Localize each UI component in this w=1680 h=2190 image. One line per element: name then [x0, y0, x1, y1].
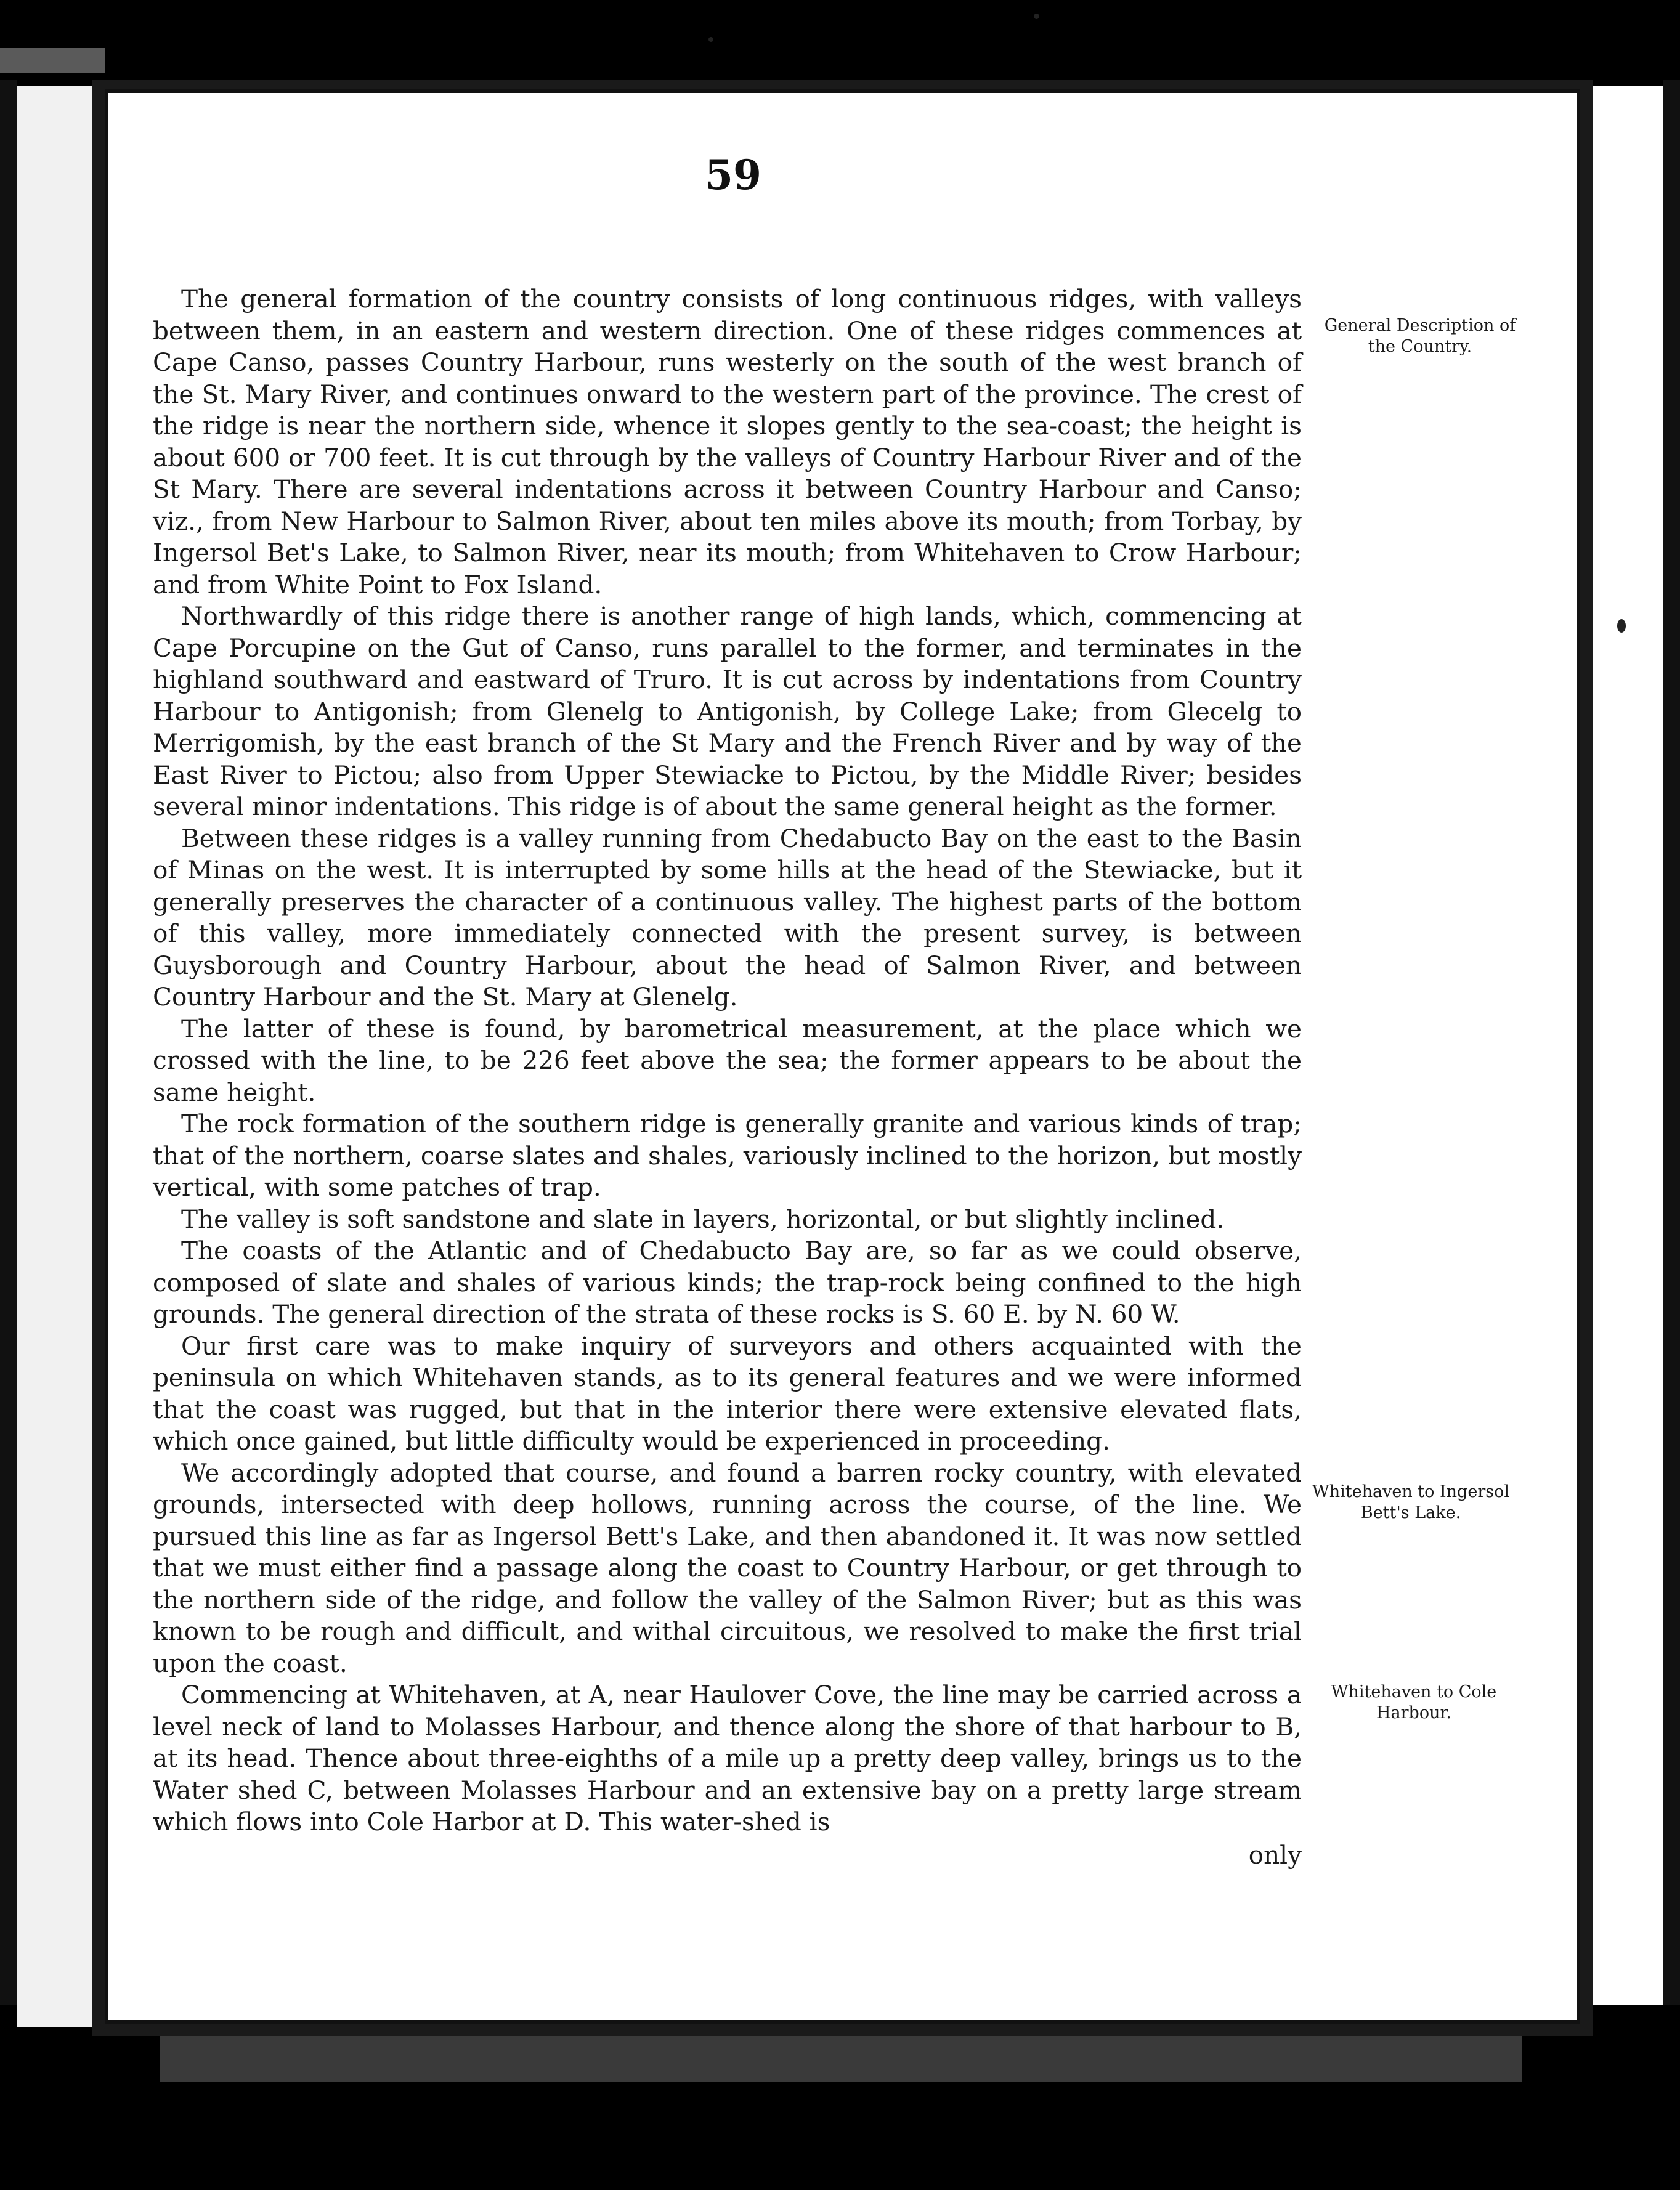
paragraph: Northwardly of this ridge there is another range of high lands, which, commencing at Cape Porcupine on the Gut of Canso, runs parallel to the former, and terminates in the highland southward and eastward of Truro. It is cut across by indentations from Country Harbour to Antigonish; from Glenelg to Antigonish, by College Lake; from Glecelg to Merrigomish, by the east branch of the St Mary and the French River and by way of the East River to Pictou; also from Upper Stewiacke to Pictou, by the Middle River; besides several minor indentations. This ridge is of about the same general height as the former. — [153, 601, 1302, 821]
paragraph: The rock formation of the southern ridge is generally granite and various kinds of trap; that of the northern, coarse slates and shales, variously inclined to the horizon, but mostly vertical, with some patches of trap. — [153, 1109, 1302, 1202]
paragraph: The coasts of the Atlantic and of Chedabucto Bay are, so far as we could observe, composed of slate and shales of various kinds; the trap-rock being confined to the high grounds. The general direction of the strata of these rocks is S. 60 E. by N. 60 W. — [153, 1236, 1302, 1329]
margin-note-general-description: General Description of the Country. — [1324, 316, 1516, 356]
margin-note-whitehaven-ingersol: Whitehaven to Ingersol Bett's Lake. — [1312, 1482, 1509, 1522]
scan-speck — [1034, 14, 1039, 19]
scan-border-right — [1663, 80, 1680, 2014]
scan-border-left — [0, 80, 17, 2014]
paragraph: We accordingly adopted that course, and found a barren rocky country, with elevated grounds, intersected with deep hollows, running across the course, of the line. We pursued this line as far as Ingersol Bett's Lake, and then abandoned it. It was now settled that we must either find a passage along the coast to Country Harbour, or get through to the northern side of the ridge, and follow the valley of the Salmon River; but as this was known to be rough and difficult, and withal circuitous, we resolved to make the first trial upon the coast. — [153, 1458, 1302, 1678]
catchword: only — [1248, 1839, 1302, 1870]
paragraph: The latter of these is found, by barometrical measurement, at the place which we crossed with the line, to be 226 feet above the sea; the former appears to be about the same height. — [153, 1013, 1302, 1107]
paragraph: The valley is soft sandstone and slate in layers, horizontal, or but slightly inclined. — [181, 1204, 1225, 1234]
margin-note-whitehaven-cole: Whitehaven to Cole Harbour. — [1331, 1682, 1497, 1722]
paragraph: Commencing at Whitehaven, at A, near Haulover Cove, the line may be carried across a level neck of land to Molasses Harbour, and thence along the shore of that harbour to B, at its head. Thence about three-eighths of a mile up a pretty deep valley, brings us to the Water shed C, between Molasses Harbour and an extensive bay on a pretty large stream which flows into Cole Harbor at D. This water-shed is — [153, 1680, 1302, 1836]
paragraph: The general formation of the country consists of long continuous ridges, with valleys between them, in an eastern and western direction. One of these ridges commences at Cape Canso, passes Country Harbour, runs westerly on the south of the west branch of the St. Mary River, and continues onward to the western part of the province. The crest of the ridge is near the northern side, whence it slopes gently to the sea-coast; the height is about 600 or 700 feet. It is cut through by the valleys of Country Harbour River and of the St Mary. There are several indentations across it between Country Harbour and Canso; viz., from New Harbour to Salmon River, about ten miles above its mouth; from Torbay, by Ingersol Bet's Lake, to Salmon River, near its mouth; from Whitehaven to Crow Harbour; and from White Point to Fox Island. — [153, 284, 1302, 599]
scan-border-top-strip — [0, 48, 105, 73]
paragraph: Between these ridges is a valley running from Chedabucto Bay on the east to the Basin of Minas on the west. It is interrupted by some hills at the head of the Stewiacke, but it generally preserves the character of a continuous valley. The highest parts of the bottom of this valley, more immediately connected with the present survey, is between Guysborough and Country Harbour, about the head of Salmon River, and between Country Harbour and the St. Mary at Glenelg. — [153, 823, 1302, 1012]
scan-border-top — [0, 0, 1680, 86]
scan-speck — [708, 37, 713, 42]
scan-speck — [1617, 619, 1626, 633]
body-text — [153, 283, 1302, 1871]
paragraph: Our first care was to make inquiry of surveyors and others acquainted with the peninsula on which Whitehaven stands, as to its general features and we were informed that the coast was rugged, but that in the interior there were extensive elevated flats, which once gained, but little difficulty would be experienced in proceeding. — [153, 1331, 1302, 1456]
page-number: 59 — [705, 151, 761, 199]
